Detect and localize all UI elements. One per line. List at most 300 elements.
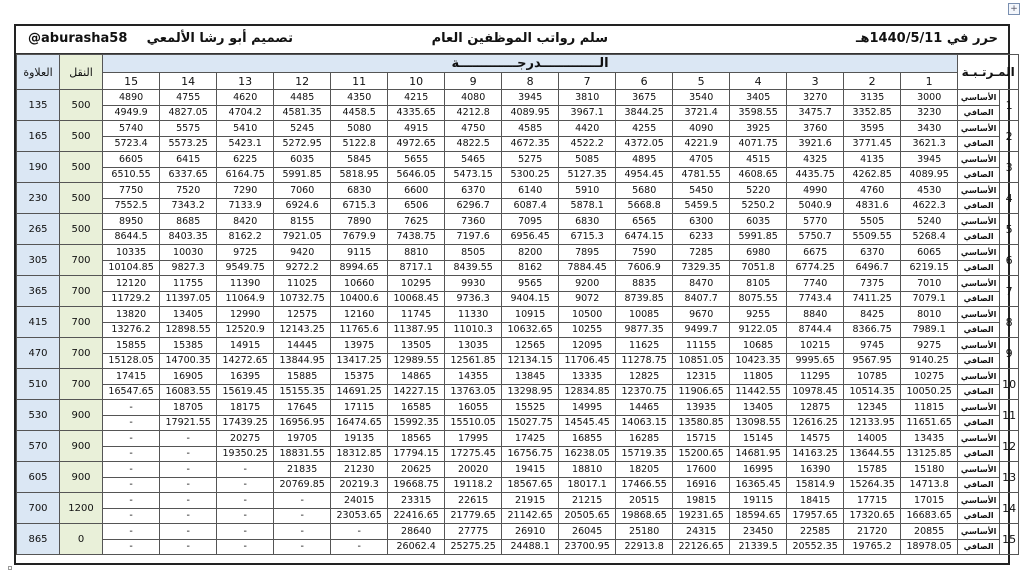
net-salary-cell: 5878.1 <box>559 198 616 214</box>
basic-salary-cell: 17645 <box>274 400 331 416</box>
basic-salary-cell: 4890 <box>103 90 160 106</box>
net-salary-cell: 5991.85 <box>730 229 787 245</box>
grade-header-9: 9 <box>445 73 502 90</box>
net-salary-cell: 13580.85 <box>673 415 730 431</box>
net-salary-cell: 5040.9 <box>787 198 844 214</box>
grade-header-6: 6 <box>616 73 673 90</box>
net-salary-label: الصافي <box>958 136 1000 152</box>
basic-salary-cell: 10335 <box>103 245 160 261</box>
grade-header-5: 5 <box>673 73 730 90</box>
rank-number: 9 <box>1000 338 1019 369</box>
basic-salary-cell: 15885 <box>274 369 331 385</box>
basic-salary-cell: 7895 <box>559 245 616 261</box>
basic-salary-cell: 4420 <box>559 121 616 137</box>
basic-salary-cell: 23315 <box>388 493 445 509</box>
basic-salary-cell: 15385 <box>160 338 217 354</box>
basic-salary-cell: 11330 <box>445 307 502 323</box>
salary-table <box>16 54 1019 555</box>
net-salary-cell: 6087.4 <box>502 198 559 214</box>
net-salary-cell: 12143.25 <box>274 322 331 338</box>
basic-salary-cell: 3540 <box>673 90 730 106</box>
net-salary-cell: 5459.5 <box>673 198 730 214</box>
basic-salary-cell: 5680 <box>616 183 673 199</box>
basic-salary-cell: 10295 <box>388 276 445 292</box>
net-salary-label: الصافي <box>958 229 1000 245</box>
basic-salary-cell: 7750 <box>103 183 160 199</box>
basic-salary-cell: 9255 <box>730 307 787 323</box>
net-salary-cell: 17320.65 <box>844 508 901 524</box>
basic-salary-cell: 25180 <box>616 524 673 540</box>
net-salary-cell: 4827.05 <box>160 105 217 121</box>
net-salary-cell: 16474.65 <box>331 415 388 431</box>
grade-header-15: 15 <box>103 73 160 90</box>
basic-salary-cell: - <box>274 493 331 509</box>
annual-increment-cell: 415 <box>17 307 60 338</box>
basic-salary-cell: 5220 <box>730 183 787 199</box>
net-salary-cell: 11906.65 <box>673 384 730 400</box>
net-salary-cell: 5423.1 <box>217 136 274 152</box>
net-salary-cell: 13298.95 <box>502 384 559 400</box>
net-salary-cell: 5818.95 <box>331 167 388 183</box>
basic-salary-cell: 12575 <box>274 307 331 323</box>
basic-salary-cell: 8835 <box>616 276 673 292</box>
basic-salary-cell: 15785 <box>844 462 901 478</box>
net-salary-cell: 3230 <box>901 105 958 121</box>
annual-increment-cell: 510 <box>17 369 60 400</box>
net-salary-cell: 4372.05 <box>616 136 673 152</box>
net-salary-label: الصافي <box>958 167 1000 183</box>
transport-allowance-cell: 1200 <box>60 493 103 524</box>
basic-salary-cell: 8840 <box>787 307 844 323</box>
basic-salary-cell: 20020 <box>445 462 502 478</box>
net-salary-cell: 22416.65 <box>388 508 445 524</box>
basic-salary-cell: - <box>160 462 217 478</box>
net-salary-cell: 18017.1 <box>559 477 616 493</box>
net-salary-cell: 22913.8 <box>616 539 673 555</box>
table-row <box>17 291 1019 307</box>
net-salary-cell: 10632.65 <box>502 322 559 338</box>
transport-allowance-cell: 900 <box>60 462 103 493</box>
basic-salary-cell: - <box>160 493 217 509</box>
table-row <box>17 90 1019 106</box>
basic-salary-label: الأساسي <box>958 524 1000 540</box>
basic-salary-cell: 6065 <box>901 245 958 261</box>
net-salary-cell: 9499.7 <box>673 322 730 338</box>
basic-salary-cell: 6565 <box>616 214 673 230</box>
transport-allowance-cell: 700 <box>60 245 103 276</box>
basic-salary-cell: 7290 <box>217 183 274 199</box>
basic-salary-cell: 14995 <box>559 400 616 416</box>
annual-increment-cell: 230 <box>17 183 60 214</box>
net-salary-cell: 6924.6 <box>274 198 331 214</box>
basic-salary-cell: 6600 <box>388 183 445 199</box>
net-salary-cell: 7989.1 <box>901 322 958 338</box>
table-row <box>17 183 1019 199</box>
basic-salary-cell: 16285 <box>616 431 673 447</box>
basic-salary-cell: 11295 <box>787 369 844 385</box>
basic-salary-cell: 17600 <box>673 462 730 478</box>
basic-salary-cell: 4705 <box>673 152 730 168</box>
net-salary-label: الصافي <box>958 291 1000 307</box>
table-row <box>17 214 1019 230</box>
net-salary-cell: - <box>103 477 160 493</box>
basic-salary-cell: 5240 <box>901 214 958 230</box>
annual-increment-cell: 265 <box>17 214 60 245</box>
rank-number: 13 <box>1000 462 1019 493</box>
net-salary-cell: 5473.15 <box>445 167 502 183</box>
table-row <box>17 152 1019 168</box>
basic-salary-cell: 18565 <box>388 431 445 447</box>
basic-salary-cell: 9420 <box>274 245 331 261</box>
net-salary-cell: - <box>160 508 217 524</box>
basic-salary-cell: 14575 <box>787 431 844 447</box>
basic-salary-cell: 8685 <box>160 214 217 230</box>
document-anchor-mark <box>8 566 12 570</box>
annual-increment-cell: 135 <box>17 90 60 121</box>
basic-salary-cell: - <box>217 493 274 509</box>
net-salary-cell: 8162 <box>502 260 559 276</box>
net-salary-cell: 4954.45 <box>616 167 673 183</box>
net-salary-cell: 11651.65 <box>901 415 958 431</box>
net-salary-cell: 19668.75 <box>388 477 445 493</box>
annual-increment-cell: 700 <box>17 493 60 524</box>
net-salary-cell: 12134.15 <box>502 353 559 369</box>
net-salary-cell: 16956.95 <box>274 415 331 431</box>
table-row <box>17 121 1019 137</box>
net-salary-cell: 23700.95 <box>559 539 616 555</box>
table-row <box>17 353 1019 369</box>
basic-salary-cell: 8105 <box>730 276 787 292</box>
net-salary-cell: 6506 <box>388 198 445 214</box>
net-salary-label: الصافي <box>958 322 1000 338</box>
basic-salary-cell: 16585 <box>388 400 445 416</box>
net-salary-cell: 11706.45 <box>559 353 616 369</box>
annual-increment-cell: 190 <box>17 152 60 183</box>
net-salary-cell: 12133.95 <box>844 415 901 431</box>
net-salary-cell: 14700.35 <box>160 353 217 369</box>
basic-salary-cell: 5845 <box>331 152 388 168</box>
basic-salary-cell: 9200 <box>559 276 616 292</box>
basic-salary-cell: 7360 <box>445 214 502 230</box>
net-salary-cell: 4212.8 <box>445 105 502 121</box>
net-salary-cell: 17957.65 <box>787 508 844 524</box>
basic-salary-cell: 3595 <box>844 121 901 137</box>
basic-salary-cell: 7010 <box>901 276 958 292</box>
basic-salary-cell: 16855 <box>559 431 616 447</box>
net-salary-cell: 19350.25 <box>217 446 274 462</box>
net-salary-cell: 13763.05 <box>445 384 502 400</box>
net-salary-cell: 4949.9 <box>103 105 160 121</box>
net-salary-cell: 20219.3 <box>331 477 388 493</box>
basic-salary-cell: 10785 <box>844 369 901 385</box>
basic-salary-cell: 6370 <box>445 183 502 199</box>
net-salary-cell: 19868.65 <box>616 508 673 524</box>
basic-salary-cell: 12160 <box>331 307 388 323</box>
net-salary-cell: 3921.6 <box>787 136 844 152</box>
basic-salary-cell: 15525 <box>502 400 559 416</box>
rank-column-header: المـرتـبـة <box>958 55 1019 90</box>
net-salary-cell: 4262.85 <box>844 167 901 183</box>
net-salary-cell: 4071.75 <box>730 136 787 152</box>
basic-salary-cell: 21915 <box>502 493 559 509</box>
basic-salary-cell: 8810 <box>388 245 445 261</box>
net-salary-cell: 7411.25 <box>844 291 901 307</box>
net-salary-cell: 9995.65 <box>787 353 844 369</box>
net-salary-cell: 17275.45 <box>445 446 502 462</box>
net-salary-cell: 8994.65 <box>331 260 388 276</box>
net-salary-cell: 7133.9 <box>217 198 274 214</box>
basic-salary-label: الأساسي <box>958 431 1000 447</box>
basic-salary-cell: - <box>103 493 160 509</box>
net-salary-cell: 19231.65 <box>673 508 730 524</box>
basic-salary-cell: 20855 <box>901 524 958 540</box>
net-salary-cell: 18567.65 <box>502 477 559 493</box>
net-salary-cell: 6956.45 <box>502 229 559 245</box>
net-salary-cell: 15155.35 <box>274 384 331 400</box>
basic-salary-cell: 13405 <box>730 400 787 416</box>
net-salary-cell: 9122.05 <box>730 322 787 338</box>
basic-salary-cell: 15375 <box>331 369 388 385</box>
rank-number: 8 <box>1000 307 1019 338</box>
net-salary-label: الصافي <box>958 353 1000 369</box>
table-row <box>17 338 1019 354</box>
basic-salary-cell: 9670 <box>673 307 730 323</box>
net-salary-cell: 7679.9 <box>331 229 388 245</box>
net-salary-cell: 16083.55 <box>160 384 217 400</box>
basic-salary-cell: 15145 <box>730 431 787 447</box>
basic-salary-cell: 4515 <box>730 152 787 168</box>
basic-salary-cell: 16905 <box>160 369 217 385</box>
annual-increment-cell: 470 <box>17 338 60 369</box>
basic-salary-cell: 17995 <box>445 431 502 447</box>
net-salary-cell: 7343.2 <box>160 198 217 214</box>
basic-salary-cell: 12565 <box>502 338 559 354</box>
basic-salary-cell: 4915 <box>388 121 445 137</box>
basic-salary-cell: 7375 <box>844 276 901 292</box>
basic-salary-cell: 7520 <box>160 183 217 199</box>
basic-salary-cell: 10660 <box>331 276 388 292</box>
basic-salary-cell: 10685 <box>730 338 787 354</box>
basic-salary-cell: 8470 <box>673 276 730 292</box>
table-row <box>17 307 1019 323</box>
net-salary-cell: 10514.35 <box>844 384 901 400</box>
net-salary-cell: 5573.25 <box>160 136 217 152</box>
net-salary-cell: 11442.55 <box>730 384 787 400</box>
rank-number: 1 <box>1000 90 1019 121</box>
basic-salary-cell: 5080 <box>331 121 388 137</box>
grade-header-13: 13 <box>217 73 274 90</box>
rank-number: 11 <box>1000 400 1019 431</box>
basic-salary-cell: 18810 <box>559 462 616 478</box>
social-handle: @aburasha58 <box>28 31 128 46</box>
net-salary-cell: 20552.35 <box>787 539 844 555</box>
basic-salary-cell: 17115 <box>331 400 388 416</box>
rank-number: 15 <box>1000 524 1019 555</box>
basic-salary-cell: 4135 <box>844 152 901 168</box>
net-salary-cell: 4822.5 <box>445 136 502 152</box>
table-row <box>17 276 1019 292</box>
basic-salary-cell: 17715 <box>844 493 901 509</box>
annual-increment-cell: 530 <box>17 400 60 431</box>
designer-credit: تصميم أبو رشا الألمعي <box>146 31 293 46</box>
basic-salary-cell: 6830 <box>331 183 388 199</box>
rank-number: 12 <box>1000 431 1019 462</box>
basic-salary-cell: - <box>217 462 274 478</box>
basic-salary-cell: 4990 <box>787 183 844 199</box>
grade-header-8: 8 <box>502 73 559 90</box>
table-row <box>17 508 1019 524</box>
net-salary-label: الصافي <box>958 446 1000 462</box>
basic-salary-cell: 6225 <box>217 152 274 168</box>
net-salary-cell: 16683.65 <box>901 508 958 524</box>
basic-salary-cell: 14915 <box>217 338 274 354</box>
net-salary-cell: 4781.55 <box>673 167 730 183</box>
net-salary-cell: 5268.4 <box>901 229 958 245</box>
basic-salary-cell: 24015 <box>331 493 388 509</box>
net-salary-cell: 14713.8 <box>901 477 958 493</box>
net-salary-cell: 15510.05 <box>445 415 502 431</box>
basic-salary-cell: 5770 <box>787 214 844 230</box>
net-salary-cell: 5646.05 <box>388 167 445 183</box>
net-salary-cell: 6510.55 <box>103 167 160 183</box>
net-salary-cell: 14545.45 <box>559 415 616 431</box>
net-salary-cell: 15128.05 <box>103 353 160 369</box>
net-salary-cell: 5127.35 <box>559 167 616 183</box>
net-salary-label: الصافي <box>958 415 1000 431</box>
basic-salary-cell: 9565 <box>502 276 559 292</box>
basic-salary-cell: 24315 <box>673 524 730 540</box>
basic-salary-cell: 17415 <box>103 369 160 385</box>
net-salary-cell: 7743.4 <box>787 291 844 307</box>
table-row <box>17 400 1019 416</box>
annual-increment-cell: 165 <box>17 121 60 152</box>
table-row <box>17 493 1019 509</box>
basic-salary-cell: 7285 <box>673 245 730 261</box>
net-salary-cell: 16547.65 <box>103 384 160 400</box>
increment-column-header: العلاوة <box>17 55 60 90</box>
basic-salary-cell: 3810 <box>559 90 616 106</box>
table-row <box>17 198 1019 214</box>
transport-allowance-cell: 500 <box>60 90 103 121</box>
basic-salary-cell: 18415 <box>787 493 844 509</box>
net-salary-cell: 24488.1 <box>502 539 559 555</box>
net-salary-cell: 10068.45 <box>388 291 445 307</box>
net-salary-cell: 3475.7 <box>787 105 844 121</box>
issue-date: حرر في 1440/5/11هـ <box>856 31 998 46</box>
net-salary-cell: 21779.65 <box>445 508 502 524</box>
net-salary-cell: 8075.55 <box>730 291 787 307</box>
transport-allowance-cell: 500 <box>60 121 103 152</box>
basic-salary-cell: 12120 <box>103 276 160 292</box>
basic-salary-cell: 10085 <box>616 307 673 323</box>
basic-salary-cell: 3135 <box>844 90 901 106</box>
net-salary-cell: - <box>331 539 388 555</box>
net-salary-cell: 6164.75 <box>217 167 274 183</box>
net-salary-cell: 13844.95 <box>274 353 331 369</box>
transport-allowance-cell: 700 <box>60 369 103 400</box>
rank-number: 6 <box>1000 245 1019 276</box>
basic-salary-cell: 8420 <box>217 214 274 230</box>
basic-salary-cell: 4620 <box>217 90 274 106</box>
net-salary-cell: 8739.85 <box>616 291 673 307</box>
table-move-handle-icon[interactable]: + <box>1008 3 1020 15</box>
net-salary-cell: 12370.75 <box>616 384 673 400</box>
transport-column-header: النقل <box>60 55 103 90</box>
basic-salary-cell: 12875 <box>787 400 844 416</box>
basic-salary-label: الأساسي <box>958 90 1000 106</box>
table-row <box>17 260 1019 276</box>
grade-header-7: 7 <box>559 73 616 90</box>
net-salary-cell: 18594.65 <box>730 508 787 524</box>
net-salary-cell: 4089.95 <box>502 105 559 121</box>
table-row <box>17 105 1019 121</box>
net-salary-cell: 25275.25 <box>445 539 502 555</box>
net-salary-cell: 16238.05 <box>559 446 616 462</box>
basic-salary-cell: 21230 <box>331 462 388 478</box>
grade-header-12: 12 <box>274 73 331 90</box>
net-salary-cell: 26062.4 <box>388 539 445 555</box>
table-row <box>17 322 1019 338</box>
rank-number: 2 <box>1000 121 1019 152</box>
basic-salary-cell: 13935 <box>673 400 730 416</box>
annual-increment-cell: 570 <box>17 431 60 462</box>
basic-salary-cell: 7625 <box>388 214 445 230</box>
net-salary-cell: 14163.25 <box>787 446 844 462</box>
net-salary-cell: 10400.6 <box>331 291 388 307</box>
net-salary-cell: - <box>103 446 160 462</box>
transport-allowance-cell: 700 <box>60 338 103 369</box>
basic-salary-cell: 7740 <box>787 276 844 292</box>
net-salary-cell: 9549.75 <box>217 260 274 276</box>
net-salary-label: الصافي <box>958 198 1000 214</box>
net-salary-cell: 8439.55 <box>445 260 502 276</box>
net-salary-cell: 14272.65 <box>217 353 274 369</box>
basic-salary-cell: 16390 <box>787 462 844 478</box>
table-row <box>17 431 1019 447</box>
net-salary-cell: 9404.15 <box>502 291 559 307</box>
net-salary-cell: 3967.1 <box>559 105 616 121</box>
basic-salary-label: الأساسي <box>958 400 1000 416</box>
net-salary-cell: 5250.2 <box>730 198 787 214</box>
grade-number-row <box>17 73 1019 90</box>
net-salary-cell: 15027.75 <box>502 415 559 431</box>
table-row <box>17 415 1019 431</box>
basic-salary-cell: - <box>103 462 160 478</box>
basic-salary-cell: 14465 <box>616 400 673 416</box>
net-salary-cell: 15814.9 <box>787 477 844 493</box>
basic-salary-cell: 6675 <box>787 245 844 261</box>
net-salary-cell: 8366.75 <box>844 322 901 338</box>
net-salary-cell: 11010.3 <box>445 322 502 338</box>
net-salary-cell: 4435.75 <box>787 167 844 183</box>
net-salary-cell: 9140.25 <box>901 353 958 369</box>
net-salary-label: الصافي <box>958 105 1000 121</box>
basic-salary-cell: 13820 <box>103 307 160 323</box>
basic-salary-cell: 9930 <box>445 276 502 292</box>
net-salary-cell: 10104.85 <box>103 260 160 276</box>
net-salary-cell: 5122.8 <box>331 136 388 152</box>
basic-salary-cell: 4755 <box>160 90 217 106</box>
net-salary-cell: - <box>160 446 217 462</box>
basic-salary-cell: 7095 <box>502 214 559 230</box>
net-salary-cell: 6337.65 <box>160 167 217 183</box>
transport-allowance-cell: 700 <box>60 276 103 307</box>
basic-salary-label: الأساسي <box>958 214 1000 230</box>
net-salary-cell: 9272.2 <box>274 260 331 276</box>
basic-salary-cell: 13505 <box>388 338 445 354</box>
basic-salary-cell: 4760 <box>844 183 901 199</box>
net-salary-cell: 11765.6 <box>331 322 388 338</box>
